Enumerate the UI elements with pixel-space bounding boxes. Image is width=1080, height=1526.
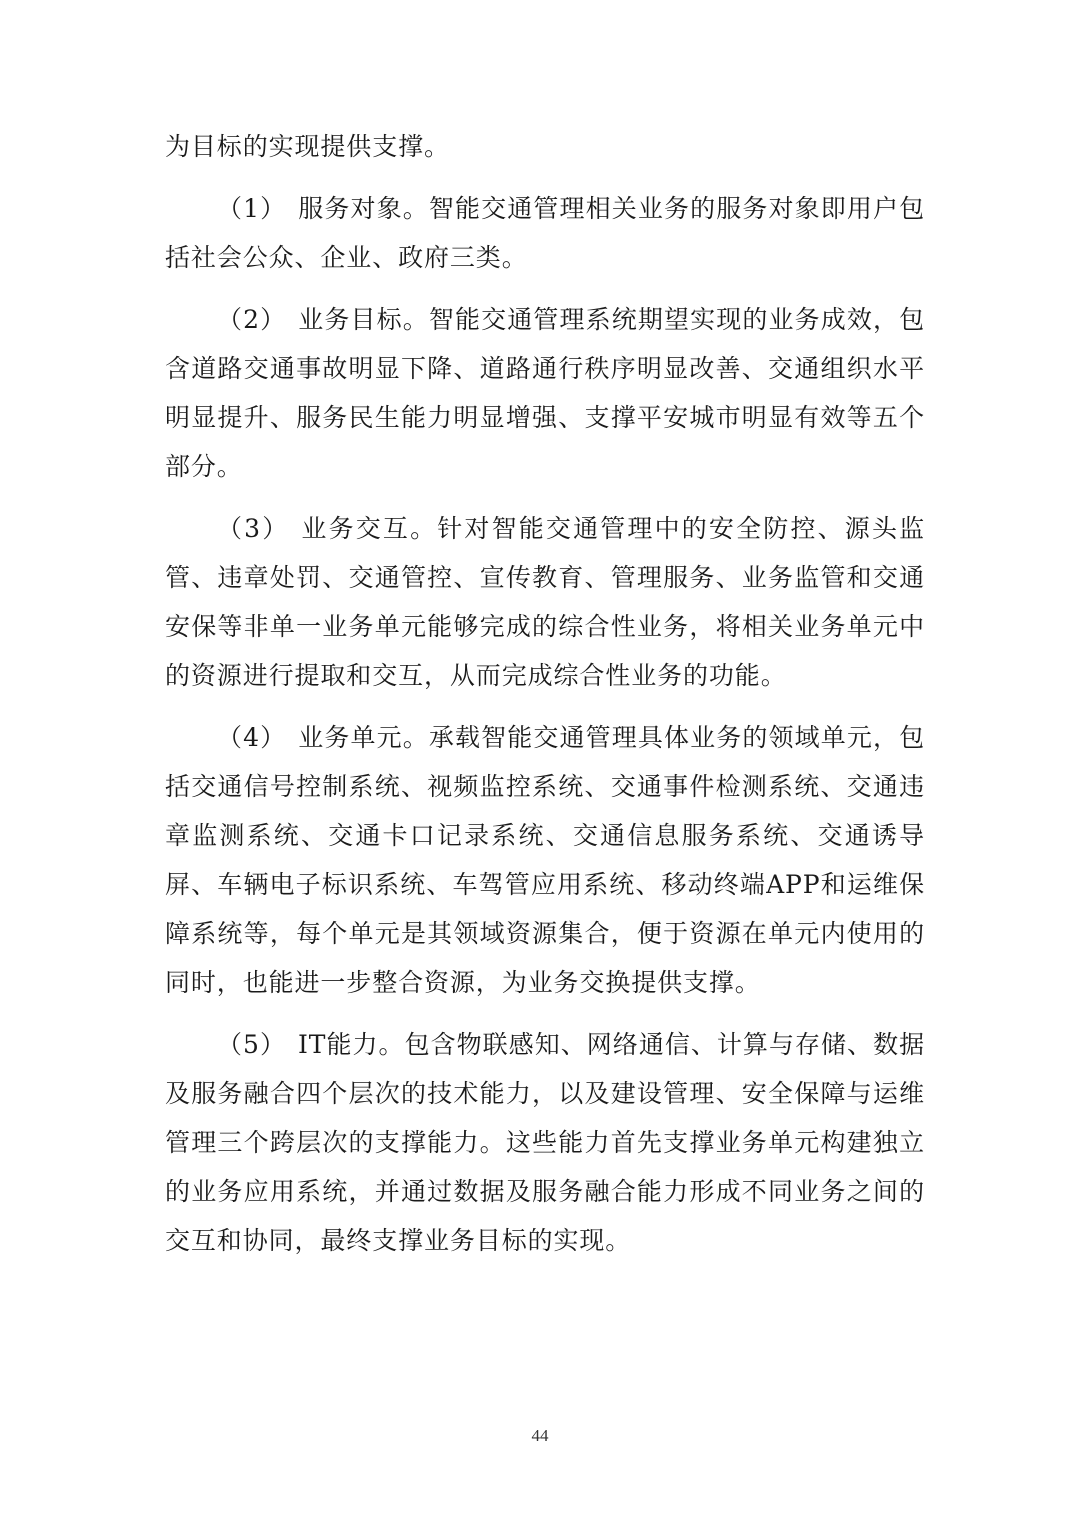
paragraph-item-1 [165, 184, 925, 282]
item-text: 服务对象。智能交通管理相关业务的服务对象即用户包括社会公众、企业、政府三类。 [165, 194, 925, 272]
paragraph-item-3 [165, 504, 925, 700]
item-number: （4） [217, 723, 287, 752]
intro-paragraph: 为目标的实现提供支撑。 [165, 132, 450, 161]
item-number: （2） [217, 305, 287, 334]
paragraph-item-4 [165, 713, 925, 1007]
item-number: （5） [217, 1030, 286, 1059]
document-body [165, 122, 925, 1278]
paragraph-item-5 [165, 1020, 925, 1265]
item-number: （3） [217, 514, 290, 543]
item-text: 业务单元。承载智能交通管理具体业务的领域单元，包括交通信号控制系统、视频监控系统、交通事件检测系统、交通违章监测系统、交通卡口记录系统、交通信息服务系统、交通诱导屏、车辆电子标识系统、车驾管应用系统、移动终端APP和运维保障系统等，每个单元是其领域资源集合，便于资源在单元内使用的同时，也能进一步整合资源，为业务交换提供支撑。 [165, 723, 925, 997]
paragraph-item-2 [165, 295, 925, 491]
item-text: IT能力。包含物联感知、网络通信、计算与存储、数据及服务融合四个层次的技术能力，以及建设管理、安全保障与运维管理三个跨层次的支撑能力。这些能力首先支撑业务单元构建独立的业务应用系统，并通过数据及服务融合能力形成不同业务之间的交互和协同，最终支撑业务目标的实现。 [165, 1030, 925, 1255]
page-number: 44 [531, 1426, 549, 1445]
item-text: 业务目标。智能交通管理系统期望实现的业务成效，包含道路交通事故明显下降、道路通行秩序明显改善、交通组织水平明显提升、服务民生能力明显增强、支撑平安城市明显有效等五个部分。 [165, 305, 925, 481]
item-number: （1） [217, 194, 287, 223]
item-text: 业务交互。针对智能交通管理中的安全防控、源头监管、违章处罚、交通管控、宣传教育、管理服务、业务监管和交通安保等非单一业务单元能够完成的综合性业务，将相关业务单元中的资源进行提取和交互，从而完成综合性业务的功能。 [165, 514, 926, 690]
